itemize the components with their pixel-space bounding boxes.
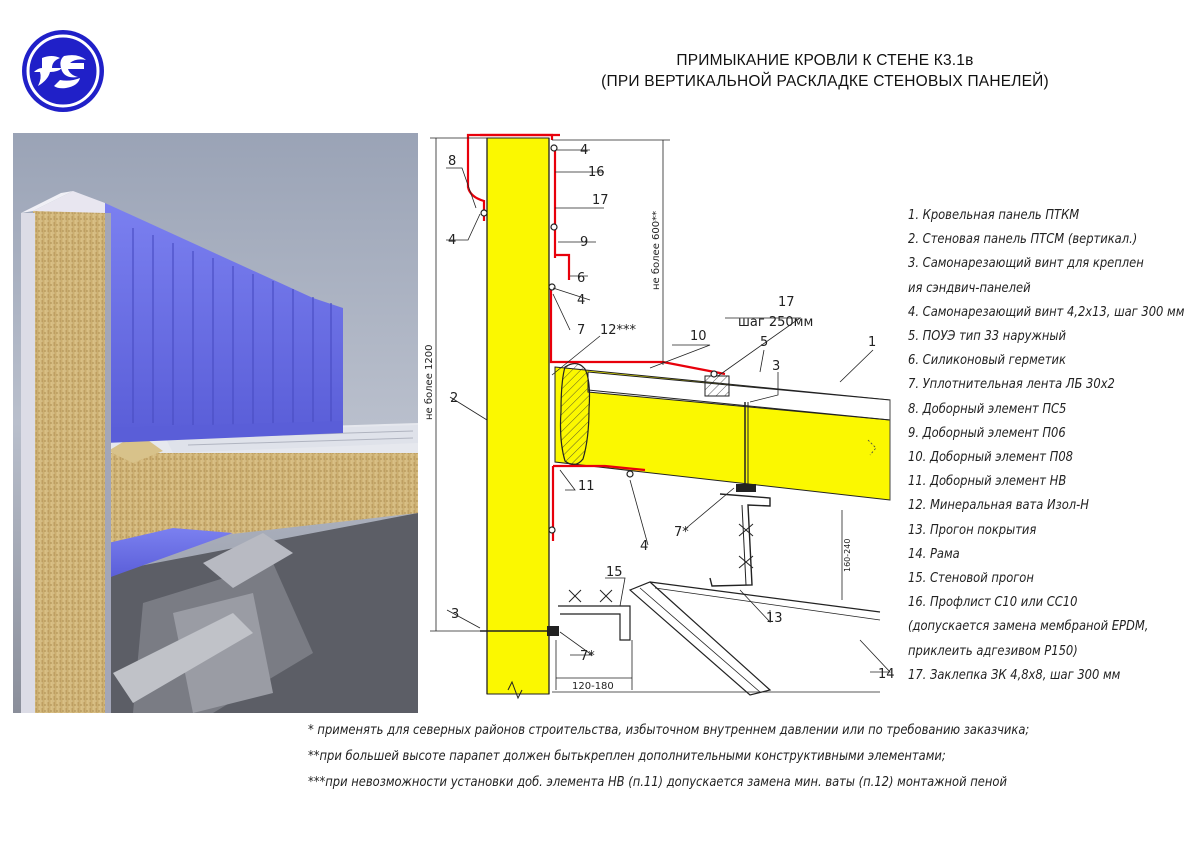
frame (630, 582, 770, 695)
dim-height-600: не более 600** (651, 210, 662, 290)
wall-panel (487, 138, 549, 694)
callout-7b: 7* (580, 649, 595, 664)
callout-1: 1 (868, 335, 877, 350)
mineral-wool (561, 363, 590, 464)
callout-5: 5 (760, 335, 769, 350)
dim-height-parapet: не более 1200 (424, 344, 435, 420)
legend-item: 5. ПОУЭ тип 33 наружный (908, 329, 1066, 345)
legend-item: 2. Стеновая панель ПТСМ (вертикал.) (908, 232, 1138, 248)
callout-17b: 17 (778, 295, 795, 310)
legend-item: 6. Силиконовый герметик (908, 353, 1066, 369)
legend-item: 16. Профлист С10 или СС10 (908, 595, 1078, 611)
title-line-2: (ПРИ ВЕРТИКАЛЬНОЙ РАСКЛАДКЕ СТЕНОВЫХ ПАНЕЛЕЙ) (601, 73, 1049, 90)
wall-purlin (558, 606, 630, 640)
dim-width-120: 120-180 (572, 681, 614, 692)
callout-13: 13 (766, 611, 783, 626)
legend-item: 11. Доборный элемент НВ (908, 474, 1067, 490)
legend-item: 4. Самонарезающий винт 4,2х13, шаг 300 мм (908, 304, 1185, 320)
footnote: **при большей высоте парапет должен бытькреплен дополнительными конструктивными элементами; (308, 749, 946, 764)
legend-item: 9. Доборный элемент П06 (908, 425, 1066, 441)
legend-item: приклеить адгезивом Р150) (908, 643, 1078, 659)
callout-4b: 4 (580, 143, 589, 158)
legend-item: (допускается замена мембраной EPDM, (908, 619, 1149, 635)
dim-depth-160: 160-240 (843, 538, 852, 572)
legend-item: 17. Заклепка ЗК 4,8х8, шаг 300 мм (908, 667, 1121, 683)
callout-9: 9 (580, 235, 589, 250)
callout-4d: 4 (577, 293, 586, 308)
callout-15: 15 (606, 565, 623, 580)
callout-11: 11 (578, 479, 595, 494)
callout-8: 8 (448, 154, 457, 169)
footnote: * применять для северных районов строительства, избыточном внутреннем давлении или по требованию заказчика; (308, 723, 1030, 738)
legend-item: 15. Стеновой прогон (908, 571, 1034, 587)
callout-3a: 3 (772, 359, 781, 374)
callout-2: 2 (450, 391, 459, 406)
callout-7a: 7 (577, 323, 586, 338)
callout-12: 12*** (600, 323, 637, 338)
callout-3b: 3 (451, 607, 460, 622)
title-line-1: ПРИМЫКАНИЕ КРОВЛИ К СТЕНЕ К3.1в (676, 52, 974, 69)
callout-10: 10 (690, 329, 707, 344)
legend-item: 7. Уплотнительная лента ЛБ 30х2 (908, 377, 1115, 393)
footnotes (308, 718, 1029, 796)
legend-item: 1. Кровельная панель ПТКМ (908, 208, 1080, 223)
step-label: шаг 250мм (738, 315, 814, 330)
legend-item: 10. Доборный элемент П08 (908, 450, 1073, 466)
legend-list (908, 204, 1185, 688)
footnote: ***при невозможности установки доб. элемента НВ (п.11) допускается замена мин. ваты (п.12) монтажной пеной (308, 775, 1007, 790)
callout-4a: 4 (448, 233, 457, 248)
legend-item: 8. Доборный элемент ПС5 (908, 401, 1067, 417)
callout-17a: 17 (592, 193, 609, 208)
legend-item: 14. Рама (908, 546, 960, 562)
roof-purlin (710, 494, 770, 586)
callout-16: 16 (588, 165, 605, 180)
legend-item: 12. Минеральная вата Изол-Н (908, 498, 1089, 514)
callout-6: 6 (577, 271, 586, 286)
seal-tape (705, 376, 729, 396)
legend-item: 13. Прогон покрытия (908, 522, 1037, 538)
legend-item: 3. Самонарезающий винт для креплен (908, 256, 1144, 272)
callout-4e: 4 (640, 539, 649, 554)
legend-item: ия сэндвич-панелей (908, 280, 1031, 296)
callout-14: 14 (878, 667, 895, 682)
callout-7star: 7* (674, 525, 689, 540)
